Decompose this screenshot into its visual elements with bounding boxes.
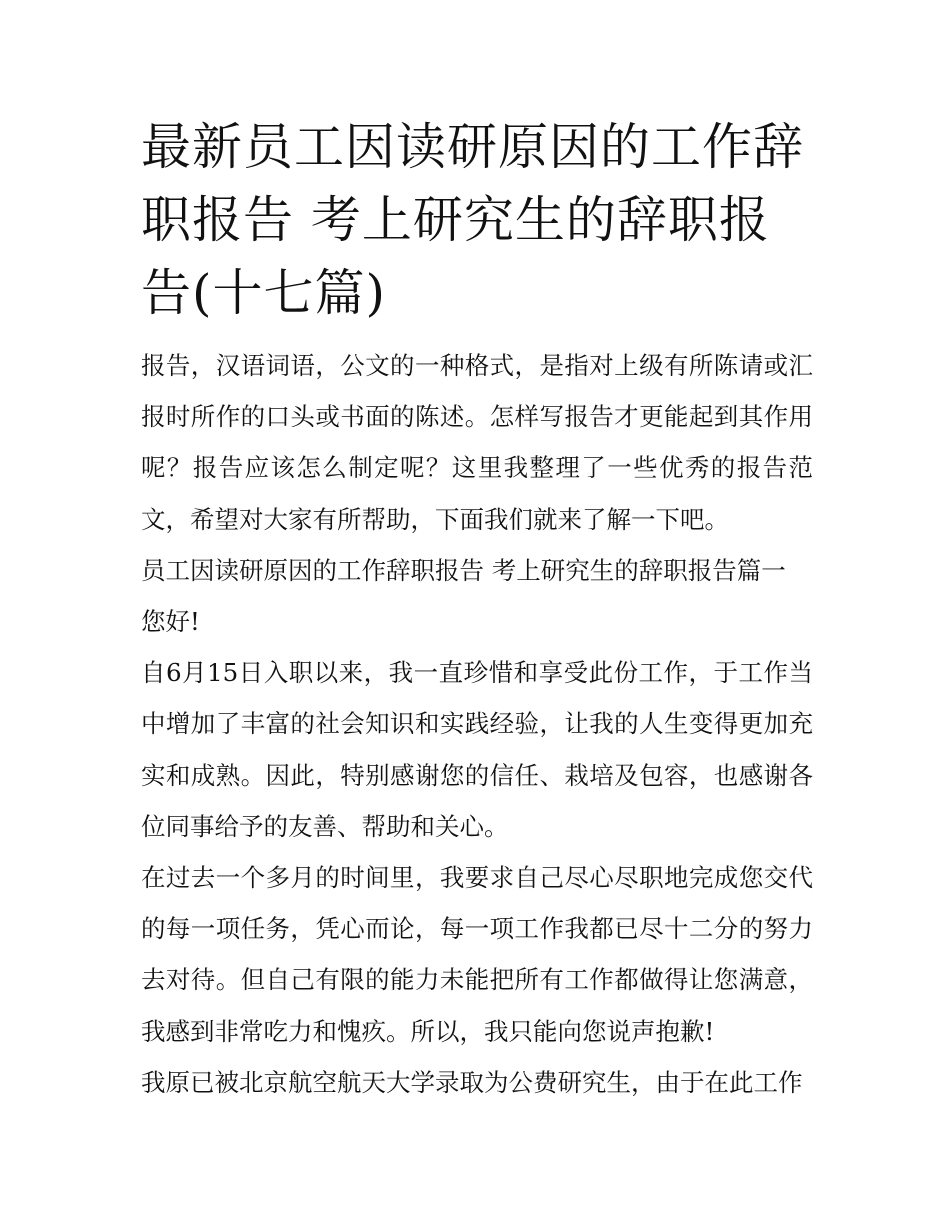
greeting: 您好!	[141, 607, 200, 637]
intro-paragraph: 报告，汉语词语，公文的一种格式，是指对上级有所陈请或汇报时所作的口头或书面的陈述。怎样写报告才更能起到其作用呢？报告应该怎么制定呢？这里我整理了一些优秀的报告范文，希望对大家有所帮助，下面我们就来了解一下吧。	[141, 351, 813, 534]
section-heading: 员工因读研原因的工作辞职报告 考上研究生的辞职报告篇一	[141, 555, 786, 585]
document-title: 最新员工因读研原因的工作辞职报告 考上研究生的辞职报告(十七篇)	[141, 118, 804, 322]
body-paragraph-3: 我原已被北京航空航天大学录取为公费研究生，由于在此工作	[141, 1067, 803, 1097]
document-page	[141, 111, 813, 1108]
document-body	[141, 340, 813, 1108]
body-paragraph-2: 在过去一个多月的时间里，我要求自己尽心尽职地完成您交代的每一项任务，凭心而论，每一项工作我都已尽十二分的努力去对待。但自己有限的能力未能把所有工作都做得让您满意，我感到非常吃力和愧疚。所以，我只能向您说声抱歉!	[141, 863, 813, 1046]
body-paragraph-1: 自6月15日入职以来，我一直珍惜和享受此份工作，于工作当中增加了丰富的社会知识和实践经验，让我的人生变得更加充实和成熟。因此，特别感谢您的信任、栽培及包容，也感谢各位同事给予的友善、帮助和关心。	[141, 658, 813, 841]
